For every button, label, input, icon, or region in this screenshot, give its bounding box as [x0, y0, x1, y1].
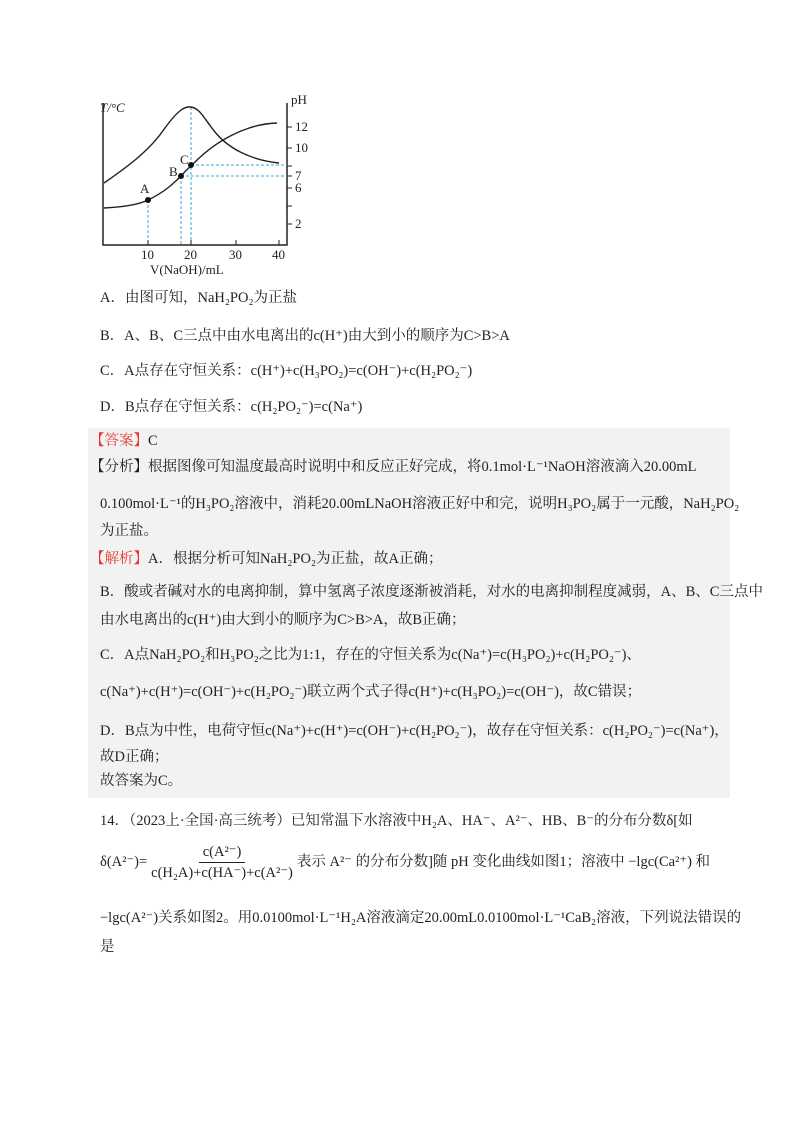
explain-line-8: 故答案为C。 [100, 773, 183, 789]
question-14-line-1: 14．（2023上·全国·高三统考）已知常温下水溶液中H₂A、HA⁻、A²⁻、HB、B⁻的分布分数δ[如 [100, 813, 693, 829]
explain-line-7: 故D正确； [100, 749, 169, 765]
fraction [151, 842, 293, 883]
x-tick-label: 10 [141, 247, 154, 262]
explain-line-4: C．A点NaH₂PO₂和H₃PO₂之比为1:1，存在的守恒关系为c(Na⁺)=c(H₃PO₂)+c(H₂PO₂⁻)、 [100, 647, 641, 663]
line-2-text: 表示 A²⁻ 的分布分数]随 pH 变化曲线如图1；溶液中 −lgc(Ca²⁺) 和 [296, 853, 711, 870]
explain-tag: 【解析】 [90, 551, 148, 567]
titration-figure [95, 90, 325, 280]
option-d: D．B点存在守恒关系：c(H₂PO₂⁻)=c(Na⁺) [100, 399, 363, 415]
explain-line-6: D．B点为中性，电荷守恒c(Na⁺)+c(H⁺)=c(OH⁻)+c(H₂PO₂⁻)，故存在守恒关系：c(H₂PO₂⁻)=c(Na⁺)， [100, 723, 729, 739]
point-a [145, 197, 151, 203]
ph-tick-label: 7 [295, 168, 302, 183]
answer-line [90, 431, 158, 451]
fraction-denominator: c(H₂A)+c(HA⁻)+c(A²⁻) [151, 865, 293, 881]
ph-tick-label: 12 [295, 119, 308, 134]
point-c-label: C [180, 152, 189, 167]
ph-tick-label: 10 [295, 140, 308, 155]
ph-axis-label: pH [291, 92, 307, 107]
x-tick-label: 30 [229, 247, 242, 262]
x-tick-label: 20 [184, 247, 197, 262]
analysis-tag: 【分析】 [90, 459, 148, 475]
analysis-line-1 [90, 457, 696, 477]
explain-line-2: B．酸或者碱对水的电离抑制，算中氢离子浓度逐渐被消耗，对水的电离抑制程度减弱，A、B、C三点中 [100, 584, 763, 600]
x-tick-label: 40 [272, 247, 285, 262]
x-axis-label: V(NaOH)/mL [150, 262, 224, 277]
explain-line-1 [90, 549, 442, 569]
explain-line-3: 由水电离出的c(H⁺)由大到小的顺序为C>B>A，故B正确； [100, 612, 466, 628]
point-b-label: B [169, 164, 178, 179]
analysis-line-2: 0.100mol·L⁻¹的H₃PO₂溶液中，消耗20.00mLNaOH溶液正好中和完，说明H₃PO₂属于一元酸，NaH₂PO₂ [100, 496, 740, 512]
point-a-label: A [140, 181, 150, 196]
fraction-numerator: c(A²⁻) [199, 842, 246, 863]
ph-tick-label: 2 [295, 216, 302, 231]
temperature-axis-label: T/°C [100, 100, 125, 115]
point-b [178, 173, 184, 179]
question-14-line-4: 是 [100, 939, 115, 955]
answer-tag: 【答案】 [90, 433, 148, 449]
delta-lhs: δ(A²⁻)= [100, 853, 148, 870]
question-14-line-2 [100, 842, 710, 883]
answer-value: C [148, 433, 158, 449]
option-a: A．由图可知，NaH₂PO₂为正盐 [100, 290, 297, 306]
explain-line-5: c(Na⁺)+c(H⁺)=c(OH⁻)+c(H₂PO₂⁻)联立两个式子得c(H⁺)+c(H₃PO₂)=c(OH⁻)，故C错误； [100, 684, 642, 700]
option-c: C．A点存在守恒关系：c(H⁺)+c(H₃PO₂)=c(OH⁻)+c(H₂PO₂⁻) [100, 363, 473, 379]
option-b: B．A、B、C三点中由水电离出的c(H⁺)由大到小的顺序为C>B>A [100, 328, 510, 344]
point-c [188, 162, 194, 168]
ph-tick-label: 6 [295, 180, 302, 195]
explain-text: A．根据分析可知NaH₂PO₂为正盐，故A正确； [148, 551, 443, 567]
plot-frame [103, 103, 287, 245]
analysis-text: 根据图像可知温度最高时说明中和反应正好完成，将0.1mol·L⁻¹NaOH溶液滴入20.00mL [148, 459, 697, 475]
question-14-line-3: −lgc(A²⁻)关系如图2。用0.0100mol·L⁻¹H₂A溶液滴定20.00mL0.0100mol·L⁻¹CaB₂溶液，下列说法错误的 [100, 910, 742, 926]
analysis-line-3: 为正盐。 [100, 523, 158, 539]
